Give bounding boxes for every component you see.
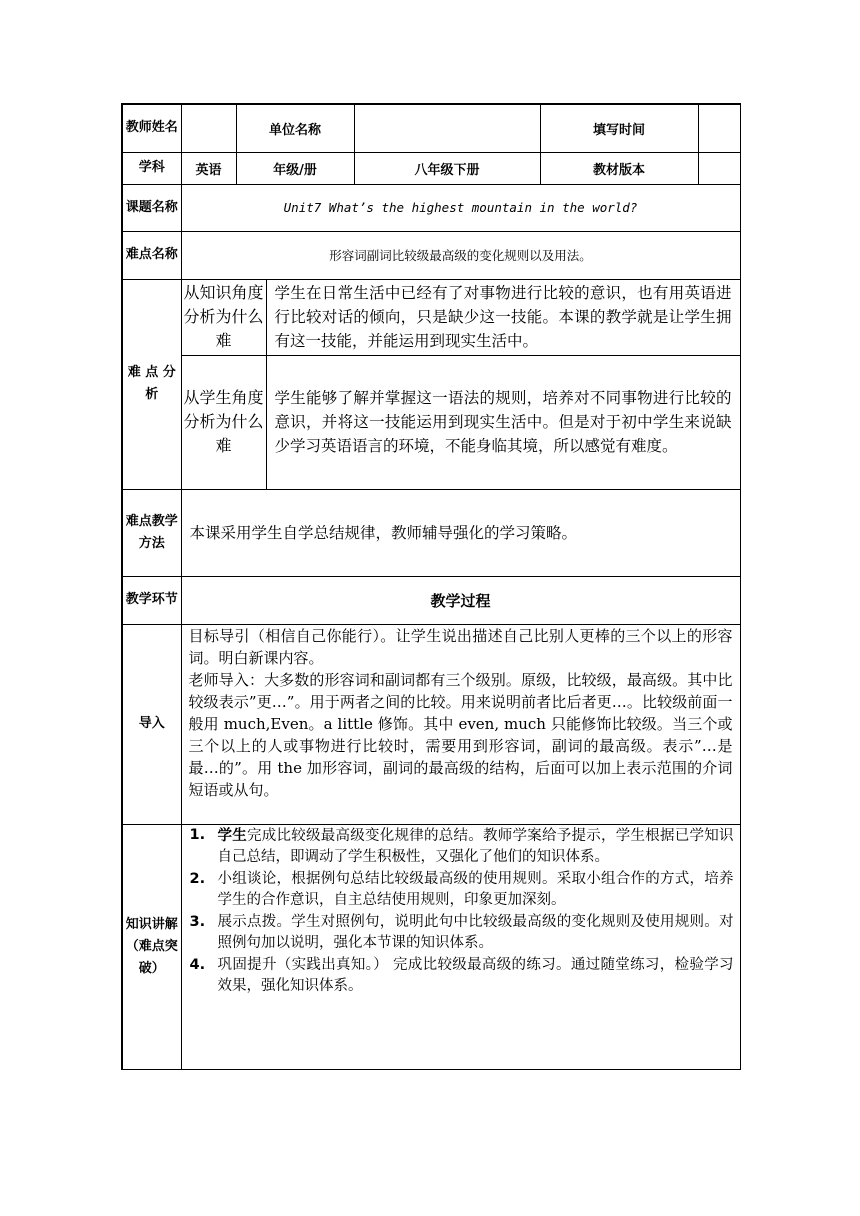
method-label: 难点教学方法 [122, 489, 181, 576]
row-subject-info [122, 152, 740, 184]
textbook-label: 教材版本 [540, 152, 698, 184]
step-lead: 学生 [217, 826, 248, 844]
grade-label: 年级/册 [236, 152, 354, 184]
process-label: 教学环节 [122, 576, 181, 624]
step-number: 4. [189, 956, 206, 973]
intro-paragraph-2: 老师导入：大多数的形容词和副词都有三个级别。原级，比较级，最高级。其中比较级表示”更…”。用于两者之间的比较。用来说明前者比后者更…。比较级前面一般用 much,Even。a little 修饰。其中 even, much 只能修饰比较级。当三个或三个以上的人或事物进行比较时，需要用到形容词，副词的最高级。表示”…是最…的”。用 the 加形容词，副词的最高级的结构，后面可以加上表示范围的介词短语或从句。 [188, 670, 733, 799]
fill-time-value [698, 104, 740, 152]
knowledge-angle-label: 从知识角度分析为什么难 [181, 279, 266, 355]
subject-label: 学科 [122, 152, 181, 184]
student-angle-text: 学生能够了解并掌握这一语法的规则，培养对不同事物进行比较的意识，并将这一技能运用到现实生活中。但是对于初中学生来说缺少学习英语语言的环境，不能身临其境，所以感觉有难度。 [266, 355, 740, 489]
knowledge-step [188, 869, 734, 912]
knowledge-label: 知识讲解（难点突破） [122, 824, 181, 1069]
textbook-value [698, 152, 740, 184]
row-analysis-knowledge [122, 279, 740, 355]
step-number: 2. [189, 870, 206, 887]
intro-content [181, 624, 740, 824]
grade-value: 八年级下册 [354, 152, 540, 184]
knowledge-content [181, 824, 740, 1069]
row-analysis-student [122, 355, 740, 489]
row-process [122, 576, 740, 624]
knowledge-angle-text: 学生在日常生活中已经有了对事物进行比较的意识，也有用英语进行比较对话的倾向，只是缺少这一技能。本课的教学就是让学生拥有这一技能，并能运用到现实生活中。 [266, 279, 740, 355]
knowledge-steps-list [188, 825, 734, 998]
difficulty-label: 难点名称 [122, 231, 181, 279]
lesson-plan-table [121, 103, 741, 1070]
knowledge-step [188, 825, 734, 869]
knowledge-step [188, 912, 734, 955]
teacher-name-label: 教师姓名 [122, 104, 181, 152]
analysis-label: 难 点 分析 [122, 279, 181, 489]
student-angle-label: 从学生角度分析为什么难 [181, 355, 266, 489]
topic-label: 课题名称 [122, 184, 181, 231]
row-knowledge [122, 824, 740, 1069]
step-number: 3. [189, 913, 206, 930]
intro-paragraph-1: 目标导引（相信自己你能行）。让学生说出描述自己比别人更棒的三个以上的形容词。明白新课内容。 [188, 626, 733, 667]
step-text: 展示点拨。学生对照例句，说明此句中比较级最高级的变化规则及使用规则。对照例句加以说明，强化本节课的知识体系。 [217, 913, 734, 951]
process-title: 教学过程 [181, 576, 740, 624]
knowledge-step [188, 955, 734, 998]
subject-value: 英语 [181, 152, 236, 184]
step-text: 完成比较级最高级变化规律的总结。教师学案给予提示，学生根据已学知识自己总结，即调动了学生积极性，又强化了他们的知识体系。 [217, 827, 734, 865]
intro-label: 导入 [122, 624, 181, 824]
method-text: 本课采用学生自学总结规律，教师辅导强化的学习策略。 [181, 489, 740, 576]
fill-time-label: 填写时间 [540, 104, 698, 152]
unit-name-label: 单位名称 [236, 104, 354, 152]
row-topic [122, 184, 740, 231]
row-intro [122, 624, 740, 824]
unit-name-value [354, 104, 540, 152]
topic-value: Unit7 What’s the highest mountain in the world? [181, 184, 740, 231]
teacher-name-value [181, 104, 236, 152]
row-method [122, 489, 740, 576]
step-number: 1. [189, 826, 206, 843]
row-difficulty [122, 231, 740, 279]
difficulty-value: 形容词副词比较级最高级的变化规则以及用法。 [181, 231, 740, 279]
step-text: 小组谈论，根据例句总结比较级最高级的使用规则。采取小组合作的方式，培养学生的合作意识，自主总结使用规则，印象更加深刻。 [217, 870, 734, 908]
row-teacher-info [122, 104, 740, 152]
step-text: 巩固提升（实践出真知。） 完成比较级最高级的练习。通过随堂练习，检验学习效果，强化知识体系。 [217, 956, 734, 994]
